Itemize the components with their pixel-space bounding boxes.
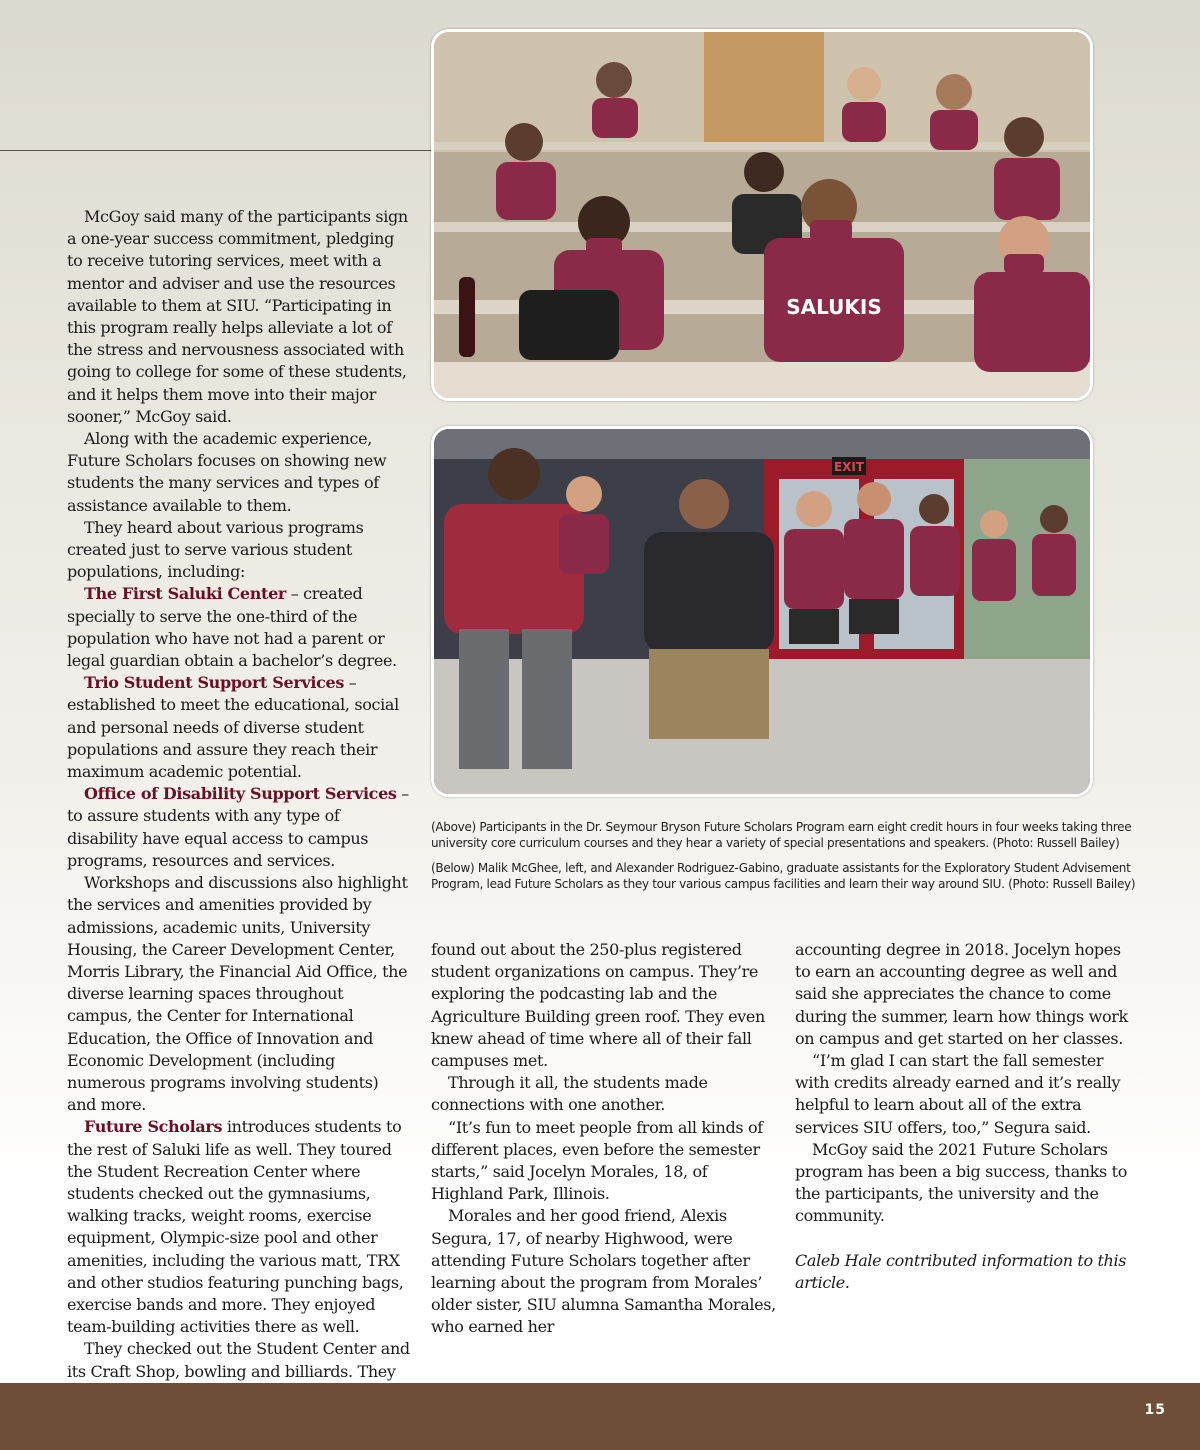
program-description: introduces students to the rest of Saluki life as well. They toured the Student Recreation Center where students checked out the gymnasiums, walking tracks, weight rooms, exercise equipment, Olympic-size pool and other amenities, including the various matt, TRX and other studios featuring punching bags, exercise bands and more. They enjoyed team-building activities there as well.	[67, 1117, 404, 1337]
paragraph: Through it all, the students made connections with one another.	[431, 1073, 708, 1115]
classroom-photo-illustration	[434, 32, 1090, 398]
page-footer	[0, 1383, 1200, 1450]
paragraph: Along with the academic experience, Future Scholars focuses on showing new students the many services and types of assistance available to them.	[67, 429, 387, 515]
shirt-lettering: SALUKIS	[786, 295, 882, 319]
paragraph: found out about the 250-plus registered student organizations on campus. They’re exploring the podcasting lab and the Agriculture Building green roof. They even knew ahead of time where all of their fall campuses met.	[431, 940, 765, 1071]
paragraph	[67, 1116, 412, 1338]
hallway-tour-photo	[431, 426, 1093, 797]
paragraph: McGoy said the 2021 Future Scholars program has been a big success, thanks to the participants, the university and the community.	[795, 1139, 1128, 1226]
paragraph	[67, 783, 412, 872]
paragraph: accounting degree in 2018. Jocelyn hopes to earn an accounting degree as well and said she appreciates the chance to come during the summer, learn how things work on campus and get started on her classes.	[795, 940, 1128, 1048]
exit-sign: EXIT	[833, 460, 865, 474]
paragraph: “It’s fun to meet people from all kinds of different places, even before the semester starts,” said Jocelyn Morales, 18, of Highland Park, Illinois.	[431, 1117, 763, 1204]
program-description: – established to meet the educational, social and personal needs of diverse student populations and assure they reach their maximum academic potential.	[67, 673, 399, 782]
program-name-future-scholars: Future Scholars	[84, 1117, 223, 1137]
paragraph: They heard about various programs created just to serve various student populations, including:	[67, 517, 364, 582]
article-column-2	[431, 939, 776, 1339]
paragraph	[67, 583, 412, 672]
paragraph: Morales and her good friend, Alexis Segura, 17, of nearby Highwood, were attending Future Scholars together after learning about the program from Morales’ older sister, SIU alumna Samantha Morales, who earned her	[431, 1206, 776, 1337]
paragraph: McGoy said many of the participants sign a one-year success commitment, pledging to receive tutoring services, meet with a mentor and adviser and use the resources available to them at SIU. “Participating in this program really helps alleviate a lot of the stress and nervousness associated with going to college for some of these students, and it helps them move into their major sooner,” McGoy said.	[67, 207, 408, 426]
program-name-first-saluki: The First Saluki Center	[84, 584, 286, 604]
page-number: 15	[1144, 1402, 1166, 1418]
hallway-tour-photo-illustration	[434, 429, 1090, 794]
author-credit: Caleb Hale contributed information to this article.	[795, 1250, 1127, 1292]
header-rule	[0, 150, 432, 151]
paragraph: They checked out the Student Center and its Craft Shop, bowling and billiards. They	[67, 1339, 410, 1381]
classroom-photo	[431, 29, 1093, 401]
program-description: – to assure students with any type of disability have equal access to campus programs, resources and services.	[67, 784, 409, 870]
photo-captions	[431, 819, 1151, 901]
program-name-trio: Trio Student Support Services	[84, 673, 344, 693]
paragraph	[67, 672, 412, 783]
article-column-3	[795, 939, 1140, 1294]
paragraph: “I’m glad I can start the fall semester with credits already earned and it’s really helpful to learn about all of the extra services SIU offers, too,” Segura said.	[795, 1051, 1121, 1137]
paragraph: Workshops and discussions also highlight the services and amenities provided by admissions, academic units, University Housing, the Career Development Center, Morris Library, the Financial Aid Office, the diverse learning spaces throughout campus, the Center for International Education, the Office of Innovation and Economic Development (including numerous programs involving students) and more.	[67, 873, 408, 1115]
program-description: – created specially to serve the one-third of the population who have not had a parent or legal guardian obtain a bachelor’s degree.	[67, 584, 397, 671]
program-name-disability: Office of Disability Support Services	[84, 784, 397, 804]
caption-above: (Above) Participants in the Dr. Seymour Bryson Future Scholars Program earn eight credit hours in four weeks taking three university core curriculum courses and they hear a variety of special presentations and speakers. (Photo: Russell Bailey)	[431, 820, 1132, 850]
caption-below: (Below) Malik McGhee, left, and Alexander Rodriguez-Gabino, graduate assistants for the Exploratory Student Advisement Program, lead Future Scholars as they tour various campus facilities and learn their way around SIU. (Photo: Russell Bailey)	[431, 861, 1136, 891]
article-column-1	[67, 206, 412, 1383]
